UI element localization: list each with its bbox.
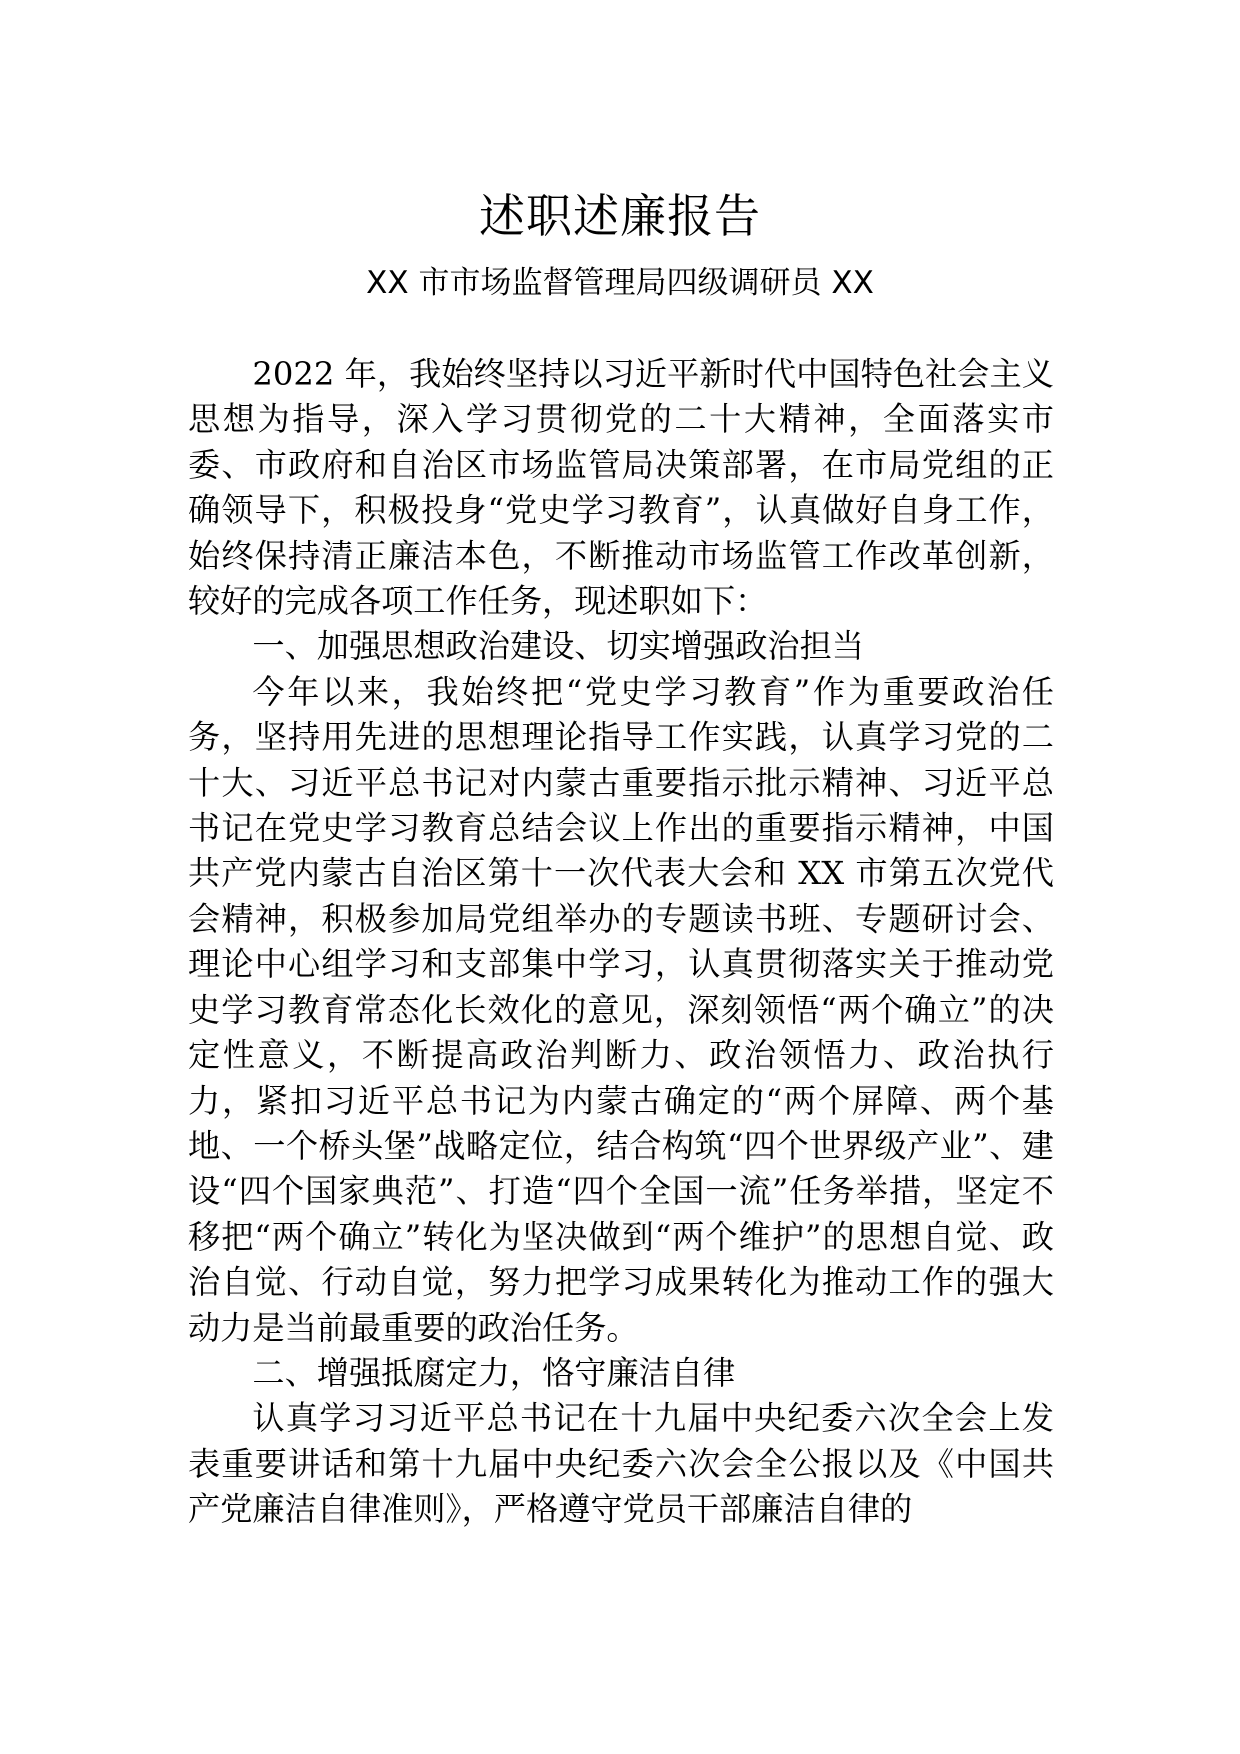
author-line: XX 市市场监督管理局四级调研员 XX [366, 265, 874, 301]
document-title: 述职述廉报告 [479, 189, 761, 243]
section-heading-2: 二、增强抵腐定力，恪守廉洁自律 [252, 1353, 736, 1392]
section-heading-1: 一、加强思想政治建设、切实增强政治担当 [252, 627, 864, 666]
paragraph-political-building: 今年以来，我始终把“党史学习教育”作为重要政治任务，坚持用先进的思想理论指导工作实践，认真学习党的二十大、习近平总书记对内蒙古重要指示批示精神、习近平总书记在党史学习教育总结会议上作出的重要指示精神，中国共产党内蒙古自治区第十一次代表大会和 XX 市第五次党代会精神，积极参加局党组举办的专题读书班、专题研讨会、理论中心组学习和支部集中学习，认真贯彻落实关于推动党史学习教育常态化长效化的意见，深刻领悟“两个确立”的决定性意义，不断提高政治判断力、政治领悟力、政治执行力，紧扣习近平总书记为内蒙古确定的“两个屏障、两个基地、一个桥头堡”战略定位，结合构筑“四个世界级产业”、建设“四个国家典范”、打造“四个全国一流”任务举措，坚定不移把“两个确立”转化为坚决做到“两个维护”的思想自觉、政治自觉、行动自觉，努力把学习成果转化为推动工作的强大动力是当前最重要的政治任务。 [188, 672, 1054, 1347]
paragraph-integrity: 认真学习习近平总书记在十九届中央纪委六次全会上发表重要讲话和第十九届中央纪委六次会全公报以及《中国共产党廉洁自律准则》，严格遵守党员干部廉洁自律的 [188, 1399, 1054, 1529]
paragraph-intro: 2022 年，我始终坚持以习近平新时代中国特色社会主义思想为指导，深入学习贯彻党的二十大精神，全面落实市委、市政府和自治区市场监管局决策部署，在市局党组的正确领导下，积极投身“党史学习教育”，认真做好自身工作，始终保持清正廉洁本色，不断推动市场监管工作改革创新，较好的完成各项工作任务，现述职如下： [188, 355, 1054, 621]
document-body [188, 352, 1054, 1533]
